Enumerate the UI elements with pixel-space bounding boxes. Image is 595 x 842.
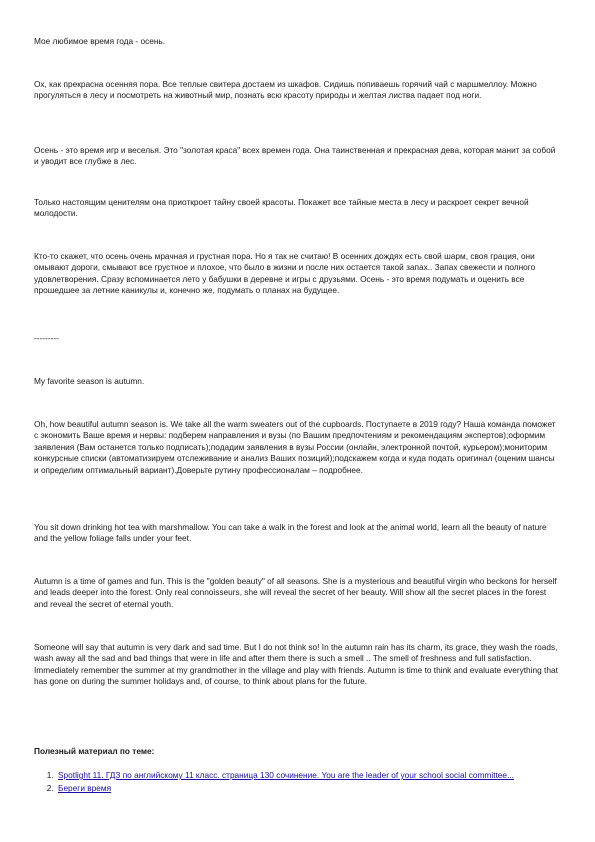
paragraph-en-4: Someone will say that autumn is very dark and sad time. But I do not think so! In the autumn rain has its charm, its grace, they wash the roads, wash away all the sad and bad things that were in life and after them there is such a smell .. The smell of freshness and full satisfaction. Immediately remember the summer at my grandmother in the village and play with friends. Autumn is time to think and evaluate everything that has gone on during the summer holidays and, of course, to think about plans for the future. (34, 642, 558, 687)
related-links-list (34, 770, 576, 797)
paragraph-ru-2: Осень - это время игр и веселья. Это "золотая краса" всех времен года. Она таинственная и прекрасная дева, которая манит за собой и уводит все глубже в лес. (34, 145, 556, 167)
related-heading: Полезный материал по теме: (34, 746, 155, 756)
list-item (56, 783, 576, 794)
list-item (56, 770, 576, 781)
related-link-beregi-vremya[interactable]: Береги время (58, 783, 112, 794)
paragraph-en-title: My favorite season is autumn. (34, 376, 145, 386)
paragraph-ru-1: Ох, как прекрасна осенняя пора. Все теплые свитера достаем из шкафов. Сидишь попиваешь горячий чай с маршмеллоу. Можно прогуляться в лесу и посмотреть на животный мир, познать всю красоту природы и желтая листва падает под ноги. (34, 79, 537, 101)
related-link-spotlight[interactable]: Spotlight 11. ГДЗ по английскому 11 класс. страница 130 сочинение. You are the leader of your school social committee... (58, 770, 514, 780)
paragraph-ru-4: Кто-то скажет, что осень очень мрачная и грустная пора. Но я так не считаю! В осенних дождях есть свой шарм, своя грация, они омывают дороги, смывают все грустное и плохое, что было в жизни и после них остается такой запах.. Запах свежести и полного удовлетворения. Сразу вспоминается лето у бабушки в деревне и игры с друзьями. Осень - это время подумать и оценить все прошедшее за летние каникулы и, конечно же, подумать о планах на будущее. (34, 251, 536, 296)
separator-dashes: --------- (34, 333, 59, 343)
paragraph-ru-title: Мое любимое время года - осень. (34, 36, 166, 46)
paragraph-en-3: Autumn is a time of games and fun. This is the "golden beauty" of all seasons. She is a mysterious and beautiful virgin who beckons for herself and leads deeper into the forest. Only real connoisseurs, she will reveal the secret of her beauty. Will show all the secret places in the forest and reveal the secret of eternal youth. (34, 576, 557, 609)
paragraph-ru-3: Только настоящим ценителям она приоткроет тайну своей красоты. Покажет все тайные места в лесу и раскроет секрет вечной молодости. (34, 197, 529, 219)
paragraph-en-2: You sit down drinking hot tea with marshmallow. You can take a walk in the forest and look at the animal world, learn all the beauty of nature and the yellow foliage falls under your feet. (34, 522, 547, 544)
paragraph-en-1: Oh, how beautiful autumn season is. We take all the warm sweaters out of the cupboards. Поступаете в 2019 году? Наша команда поможет с экономить Ваше время и нервы: подберем направления и вузы (по Вашим предпочтениям и рекомендациям экспертов);оформим заявления (Вам останется только подписать);подадим заявления в вузы России (онлайн, электронной почтой, курьером);мониторим конкурсные списки (автоматизируем отслеживание и анализ Ваших позиций);подскажем когда и куда подать оригинал (оценим шансы и определим оптимальный вариант).Доверьте рутину профессионалам – подробнее. (34, 419, 556, 475)
